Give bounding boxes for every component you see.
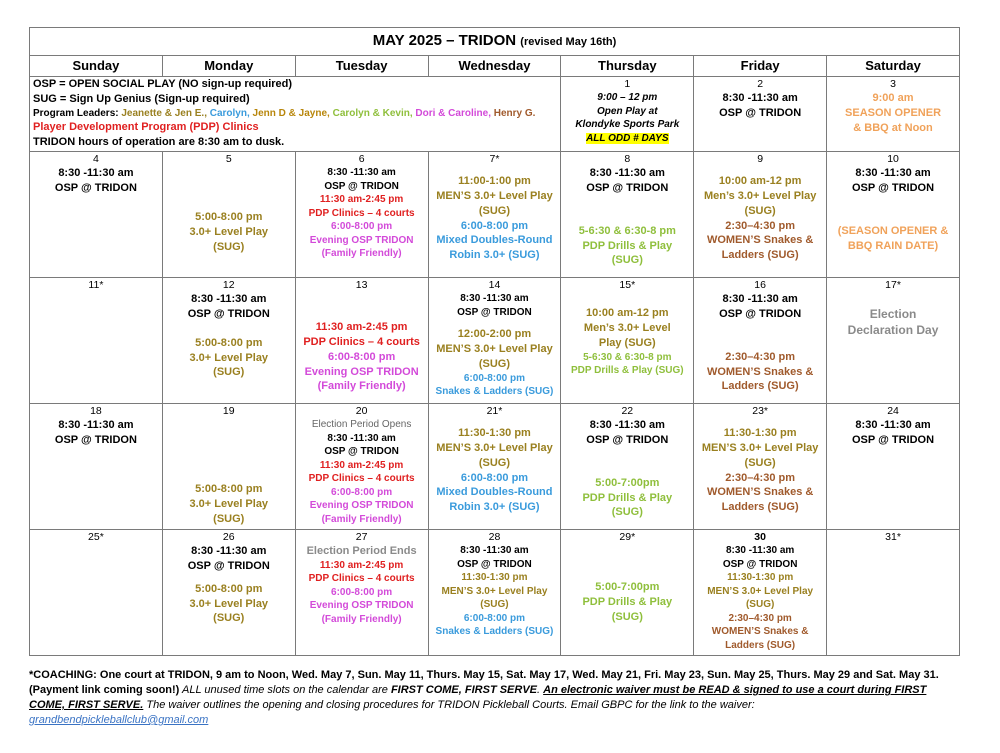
event-text: Snakes & Ladders (SUG)	[435, 626, 554, 637]
event-text: Robin 3.0+ (SUG)	[449, 249, 540, 262]
day-cell-30	[694, 530, 827, 656]
leader-1: Jeanette & Jen E.,	[121, 107, 207, 119]
event-text: 3.0+ Level Play	[189, 225, 269, 238]
event-text: MEN’S 3.0+ Level Play	[701, 441, 819, 454]
event-text: Evening OSP TRIDON	[309, 500, 414, 511]
event-time: 8:30 -11:30 am	[58, 167, 134, 179]
event-time: 8:30 -11:30 am	[460, 545, 529, 556]
event-text: OSP @ TRIDON	[722, 558, 798, 570]
day-number: 10	[887, 153, 899, 165]
event-text: Klondyke Sports Park	[575, 119, 680, 130]
day-cell-24	[827, 404, 960, 530]
event-text: Evening OSP TRIDON	[304, 365, 419, 378]
event-time: 11:30-1:30 pm	[458, 427, 531, 439]
day-number: 13	[355, 279, 368, 291]
day-cell-21	[428, 404, 561, 530]
day-cell-10	[827, 152, 960, 278]
event-time: 2:30–4:30 pm	[725, 219, 795, 232]
event-text: OSP @ TRIDON	[457, 558, 532, 570]
event-time: 8:30 -11:30 am	[855, 419, 931, 431]
day-cell-12	[162, 278, 295, 404]
event-time: 8:30 -11:30 am	[191, 545, 267, 557]
day-number: 14	[488, 279, 501, 291]
day-cell-27	[295, 530, 428, 656]
event-text: MEN’S 3.0+ Level Play	[436, 342, 553, 355]
event-time: 5-6:30 & 6:30-8 pm	[583, 351, 672, 363]
day-number: 8	[624, 153, 631, 165]
event-time: 11:30-1:30 pm	[727, 572, 794, 583]
event-text: (SUG)	[745, 599, 775, 610]
event-text: PDP Drills & Play (SUG)	[570, 365, 684, 377]
day-cell-9	[694, 152, 827, 278]
event-text: (SUG)	[478, 456, 511, 469]
event-text: OSP @ TRIDON	[324, 180, 399, 192]
event-text: (SUG)	[213, 612, 245, 625]
event-text: SEASON OPENER	[845, 106, 942, 119]
event-text: MEN’S 3.0+ Level Play	[707, 585, 814, 597]
legend-osp: OSP = OPEN SOCIAL PLAY (NO sign-up required)	[33, 78, 293, 90]
event-text: (SUG)	[744, 204, 776, 217]
event-time: 5:00-8:00 pm	[195, 483, 263, 495]
event-time: 10:00 am-12 pm	[718, 175, 802, 187]
event-text: Play (SUG)	[598, 336, 656, 349]
event-time: 8:30 -11:30 am	[191, 293, 267, 305]
event-text: Ladders (SUG)	[721, 501, 799, 514]
event-text: (SUG)	[480, 599, 509, 610]
day-cell-13	[295, 278, 428, 404]
day-number: 22	[621, 405, 634, 417]
day-cell-26	[162, 530, 295, 656]
event-time: 6:00-8:00 pm	[331, 586, 393, 598]
event-time: 9:00 – 12 pm	[597, 92, 658, 103]
day-number: 7*	[489, 153, 500, 165]
waiver-note: The waiver outlines the opening and closing procedures for TRIDON Pickleball Courts. Email GBPC for the link to the waiver:	[143, 699, 755, 711]
day-number: 15*	[619, 279, 636, 291]
revised-note: (revised May 16th)	[520, 36, 617, 49]
event-time: 8:30 -11:30 am	[589, 419, 665, 431]
event-text: (Family Friendly)	[317, 380, 406, 393]
event-text: (SUG)	[478, 357, 511, 370]
event-time: 11:30 am-2:45 pm	[319, 194, 404, 205]
day-cell-14	[428, 278, 561, 404]
event-text: OSP @ TRIDON	[54, 433, 137, 446]
event-text: PDP Clinics – 4 courts	[303, 335, 420, 348]
event-text: WOMEN’S Snakes &	[706, 234, 814, 247]
legend-cell	[30, 77, 561, 152]
event-text: OSP @ TRIDON	[324, 446, 399, 457]
event-text: OSP @ TRIDON	[586, 433, 669, 446]
day-number: 23*	[752, 405, 769, 417]
event-text: OSP @ TRIDON	[852, 181, 935, 194]
day-number: 1	[624, 78, 631, 90]
title-text: MAY 2025 – TRIDON	[372, 32, 517, 50]
header-saturday: Saturday	[827, 56, 960, 77]
day-number: 21*	[486, 405, 503, 417]
event-time: 11:30-1:30 pm	[461, 572, 528, 583]
event-text: OSP @ TRIDON	[54, 181, 137, 194]
footer-notes	[29, 668, 960, 728]
waiver-requirement: An electronic waiver must be READ & signed to use a court during FIRST COME, FIRST SERVE.	[29, 684, 927, 711]
day-cell-3	[827, 77, 960, 152]
event-time: 11:30-1:30 pm	[723, 427, 797, 439]
day-number: 20	[355, 405, 368, 417]
header-tuesday: Tuesday	[295, 56, 428, 77]
day-cell-2	[694, 77, 827, 152]
leader-5: Dori & Caroline,	[415, 107, 491, 119]
event-time: 2:30–4:30 pm	[725, 350, 795, 363]
day-number: 18	[90, 405, 102, 417]
event-time: 10:00 am-12 pm	[586, 307, 669, 319]
email-link[interactable]: grandbendpickleballclub@gmail.com	[29, 714, 209, 726]
event-text: (SUG)	[611, 506, 643, 519]
event-text: MEN’S 3.0+ Level Play	[441, 585, 548, 597]
weekday-header-row	[30, 56, 960, 77]
day-number: 2	[757, 78, 764, 90]
event-time: 8:30 -11:30 am	[589, 167, 665, 179]
day-cell-23	[694, 404, 827, 530]
day-cell-16	[694, 278, 827, 404]
event-text: OSP @ TRIDON	[719, 106, 802, 119]
event-text: OSP @ TRIDON	[586, 181, 669, 194]
day-cell-28	[428, 530, 561, 656]
event-text: (SUG)	[611, 254, 643, 267]
day-cell-1	[561, 77, 694, 152]
event-text: Ladders (SUG)	[721, 249, 799, 262]
event-text: (Family Friendly)	[321, 248, 402, 259]
event-time: 8:30 -11:30 am	[725, 545, 795, 556]
event-time: 5:00-7:00pm	[595, 476, 660, 489]
event-time: 11:00-1:00 pm	[458, 175, 531, 187]
legend-sug: SUG = Sign Up Genius (Sign-up required)	[33, 92, 250, 105]
event-text: Ladders (SUG)	[725, 639, 796, 651]
event-text: (SUG)	[611, 610, 643, 623]
day-cell-31	[827, 530, 960, 656]
event-text: Election	[869, 307, 917, 321]
coaching-note: *COACHING: One court at TRIDON, 9 am to Noon, Wed. May 7, Sun. May 11, Thurs. May 15, Sat. May 17, Wed. May 21, Fri. May 23, Sun. May 25, Thurs. May 29 and Sat. May 31. (Payment link coming soon!)	[29, 669, 939, 696]
legend-pdp: Player Development Program (PDP) Clinics	[33, 121, 259, 134]
legend-hours: TRIDON hours of operation are 8:30 am to dusk.	[33, 136, 285, 149]
election-note: Election Period Ends	[306, 545, 417, 557]
event-time: 6:00-8:00 pm	[463, 612, 526, 624]
event-text: Men’s 3.0+ Level	[583, 321, 671, 334]
event-time: 8:30 -11:30 am	[722, 92, 798, 104]
event-time: 5:00-8:00 pm	[195, 336, 263, 349]
event-text: MEN’S 3.0+ Level Play	[436, 189, 553, 202]
event-time: 12:00-2:00 pm	[457, 328, 532, 340]
event-text: Evening OSP TRIDON	[309, 234, 414, 246]
day-cell-6	[295, 152, 428, 278]
day-number: 19	[222, 405, 235, 417]
day-cell-19	[162, 404, 295, 530]
event-text: 3.0+ Level Play	[189, 497, 269, 510]
header-thursday: Thursday	[561, 56, 694, 77]
election-note: Election Period Opens	[311, 419, 412, 430]
event-text: (Family Friendly)	[321, 513, 402, 525]
event-time: 6:00-8:00 pm	[331, 221, 393, 232]
header-wednesday: Wednesday	[428, 56, 561, 77]
day-number: 3	[890, 78, 896, 90]
day-cell-11	[30, 278, 163, 404]
event-text: Open Play at	[597, 105, 658, 117]
day-number: 26	[222, 531, 235, 543]
day-number: 28	[488, 531, 501, 543]
event-time: 2:30–4:30 pm	[728, 612, 792, 624]
day-cell-22	[561, 404, 694, 530]
legend-leaders	[33, 107, 560, 121]
event-text: Men’s 3.0+ Level Play	[703, 189, 817, 202]
leaders-prefix: Program Leaders:	[33, 107, 122, 119]
day-cell-20	[295, 404, 428, 530]
day-number: 27	[355, 531, 368, 543]
event-time: 8:30 -11:30 am	[327, 432, 396, 444]
day-number: 25*	[88, 531, 104, 543]
event-text: (SUG)	[213, 512, 245, 525]
event-text: Snakes & Ladders (SUG)	[435, 386, 554, 398]
odd-days-highlight: ALL ODD # DAYS	[586, 132, 669, 144]
event-text: OSP @ TRIDON	[719, 307, 802, 320]
event-text: (SUG)	[744, 456, 776, 469]
fcfs-text: FIRST COME, FIRST SERVE	[390, 684, 538, 696]
header-friday: Friday	[694, 56, 827, 77]
event-text: Ladders (SUG)	[721, 380, 799, 393]
separator: .	[537, 684, 544, 696]
calendar-table	[29, 27, 960, 656]
event-time: 6:00-8:00 pm	[460, 471, 529, 484]
event-text: PDP Drills & Play	[582, 239, 673, 252]
day-cell-18	[30, 404, 163, 530]
day-number: 29*	[619, 531, 636, 543]
event-time: 8:30 -11:30 am	[58, 419, 134, 431]
event-text: WOMEN’S Snakes &	[711, 626, 809, 637]
event-time: 6:00-8:00 pm	[327, 350, 396, 363]
day-number: 11*	[88, 279, 104, 291]
event-text: 3.0+ Level Play	[189, 597, 269, 610]
event-text: Robin 3.0+ (SUG)	[449, 501, 540, 514]
event-text: (Family Friendly)	[321, 613, 402, 625]
event-text: OSP @ TRIDON	[187, 307, 270, 320]
event-time: 6:00-8:00 pm	[331, 486, 393, 498]
day-number: 24	[887, 405, 899, 417]
day-cell-25	[30, 530, 163, 656]
event-time: 5:00-7:00pm	[595, 581, 660, 593]
event-text: (SUG)	[213, 240, 245, 253]
event-time: 11:30 am-2:45 pm	[319, 459, 404, 471]
event-time: 8:30 -11:30 am	[327, 167, 396, 178]
event-text: & BBQ at Noon	[853, 121, 933, 134]
event-text: MEN’S 3.0+ Level Play	[436, 441, 553, 454]
event-text: BBQ RAIN DATE)	[847, 239, 939, 252]
day-number: 31*	[885, 531, 901, 543]
leader-4: Carolyn & Kevin,	[332, 107, 413, 119]
event-text: PDP Drills & Play	[582, 491, 673, 504]
event-time: 5:00-8:00 pm	[195, 211, 263, 223]
event-text: (SUG)	[478, 204, 511, 217]
event-text: WOMEN’S Snakes &	[706, 365, 814, 378]
event-text: OSP @ TRIDON	[457, 306, 532, 318]
event-time: 11:30 am-2:45 pm	[319, 559, 404, 571]
calendar-title	[30, 28, 960, 56]
event-text: Mixed Doubles-Round	[436, 234, 553, 247]
event-text: Declaration Day	[847, 323, 939, 338]
day-cell-4	[30, 152, 163, 278]
leader-6: Henry G.	[493, 107, 536, 119]
day-number: 16	[754, 279, 766, 291]
header-sunday: Sunday	[30, 56, 163, 77]
day-cell-8	[561, 152, 694, 278]
event-time: 2:30–4:30 pm	[725, 471, 795, 484]
day-number: 9	[757, 153, 764, 165]
event-time: 8:30 -11:30 am	[722, 293, 798, 305]
event-time: 11:30 am-2:45 pm	[315, 321, 408, 333]
day-cell-29	[561, 530, 694, 656]
leader-3: Jenn D & Jayne,	[252, 107, 330, 119]
header-monday: Monday	[162, 56, 295, 77]
event-time: 8:30 -11:30 am	[855, 167, 931, 179]
event-text: PDP Drills & Play	[582, 595, 673, 608]
event-text: (SUG)	[213, 366, 245, 379]
event-text: 3.0+ Level Play	[189, 351, 269, 364]
event-text: PDP Clinics – 4 courts	[308, 207, 415, 219]
day-cell-7	[428, 152, 561, 278]
unused-slots-note: ALL unused time slots on the calendar are	[179, 684, 391, 696]
event-text: OSP @ TRIDON	[852, 433, 935, 446]
event-text: PDP Clinics – 4 courts	[308, 573, 415, 585]
day-number: 4	[93, 153, 99, 165]
event-time: 9:00 am	[872, 92, 914, 104]
event-time: 6:00-8:00 pm	[463, 372, 526, 384]
event-text: PDP Clinics – 4 courts	[308, 473, 415, 484]
day-cell-17	[827, 278, 960, 404]
event-time: 8:30 -11:30 am	[460, 293, 529, 304]
event-text: Mixed Doubles-Round	[436, 486, 553, 499]
leader-2: Carolyn,	[209, 107, 250, 119]
day-number: 30	[754, 531, 766, 543]
day-number: 6	[358, 153, 365, 165]
day-number: 17*	[885, 279, 901, 291]
event-time: 5:00-8:00 pm	[195, 582, 263, 595]
day-cell-5	[162, 152, 295, 278]
day-number: 5	[225, 153, 232, 165]
event-text: (SEASON OPENER &	[837, 224, 949, 237]
event-text: WOMEN’S Snakes &	[706, 486, 814, 499]
event-text: Evening OSP TRIDON	[309, 600, 414, 612]
event-time: 6:00-8:00 pm	[460, 219, 529, 232]
event-time: 5-6:30 & 6:30-8 pm	[578, 224, 676, 237]
day-number: 12	[222, 279, 235, 291]
day-cell-15	[561, 278, 694, 404]
event-text: OSP @ TRIDON	[187, 559, 270, 572]
